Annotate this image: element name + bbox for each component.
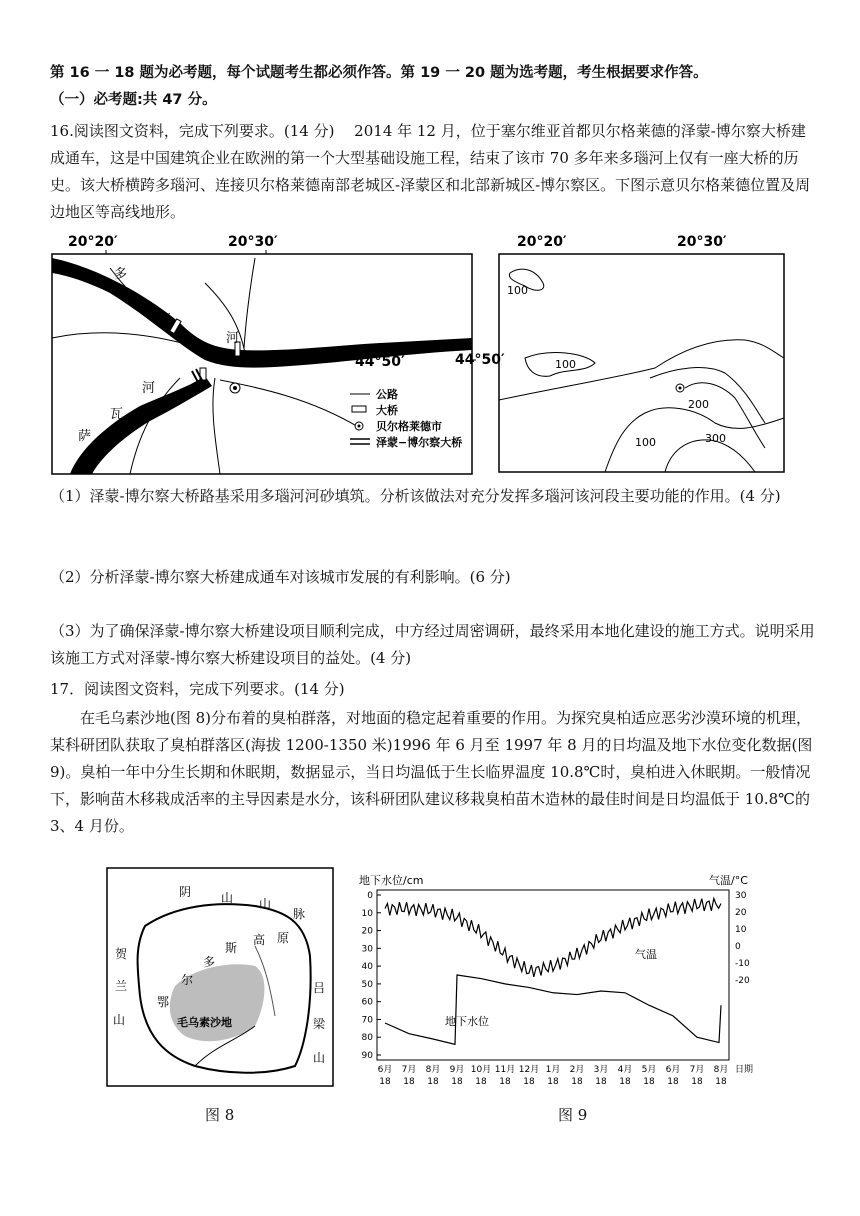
q16-intro: 16.阅读图文资料，完成下列要求。(14 分) 2014 年 12 月，位于塞尔维亚首都贝尔格莱德的泽蒙-博尔察大桥建成通车，这是中国建筑企业在欧洲的第一个大型基础设施工程，结束了该市 70 多年来多瑙河上仅有一座大桥的历史。该大桥横跨多瑙河、连接贝尔格莱德南部老城区-泽蒙区和北部新城区-博尔察区。下图示意贝尔格莱德位置及周边地区等高线地形。 bbox=[50, 122, 811, 221]
contour-label-3: 200 bbox=[688, 398, 709, 411]
fig8-label-sandy: 毛乌素沙地 bbox=[177, 1016, 232, 1029]
x-tick-day: 18 bbox=[715, 1077, 727, 1087]
series-line-temperature bbox=[385, 899, 721, 977]
x-tick-day: 18 bbox=[619, 1077, 631, 1087]
legend-road: 公路 bbox=[376, 388, 398, 401]
fig8-label-he: 贺 bbox=[115, 947, 128, 961]
x-tick-day: 18 bbox=[403, 1077, 415, 1087]
fig8-label-yuan: 原 bbox=[277, 931, 290, 945]
river-char-5: 瓦 bbox=[110, 407, 124, 422]
y-left-tick-label: 90 bbox=[361, 1051, 373, 1061]
map2-lon1: 20°20′ bbox=[517, 234, 567, 250]
river-char-4: 萨 bbox=[78, 429, 92, 444]
sava-river bbox=[70, 376, 212, 474]
contour-label-4: 100 bbox=[635, 436, 656, 449]
q16-sub3: （3）为了确保泽蒙-博尔察大桥建设项目顺利完成，中方经过周密调研，最终采用本地化建设的施工方式。说明采用该施工方式对泽蒙-博尔察大桥建设项目的益处。(4 分) bbox=[50, 622, 815, 667]
x-tick-month: 6月 bbox=[377, 1065, 393, 1075]
fig8-label-e: 鄂 bbox=[157, 995, 170, 1009]
x-tick-day: 18 bbox=[523, 1077, 535, 1087]
x-tick-month: 8月 bbox=[713, 1065, 729, 1075]
q17-body: 在毛乌素沙地(图 8)分布着的臭柏群落，对地面的稳定起着重要的作用。为探究臭柏适应恶劣沙漠环境的机理，某科研团队获取了臭柏群落区(海拔 1200-1350 米)1996 年 6 月至 1997 年 8 月的日均温及地下水位变化数据(图 9)。臭柏一年中分生长期和休眠期，数据显示，当日均温低于生长临界温度 10.8℃时，臭柏进入休眠期。一般情况下，影响苗木移栽成活率的主导因素是水分，该科研团队建议移栽臭柏苗木造林的最佳时间是日均温低于 10.8℃的 3、4 月份。 bbox=[50, 709, 813, 835]
x-tick-month: 2月 bbox=[569, 1065, 585, 1075]
y-left-tick-label: 40 bbox=[361, 962, 373, 973]
map1-lon1: 20°20′ bbox=[68, 234, 118, 250]
river-char-3: 河 bbox=[226, 331, 240, 346]
x-tick-month: 7月 bbox=[689, 1065, 705, 1075]
series-line-groundwater bbox=[385, 975, 721, 1044]
fig9-caption: 图 9 bbox=[558, 1106, 588, 1124]
x-tick-day: 18 bbox=[499, 1077, 511, 1087]
fig8-label-liang: 梁 bbox=[313, 1017, 326, 1031]
x-tick-day: 18 bbox=[571, 1077, 583, 1087]
fig8-label-lan: 兰 bbox=[115, 979, 128, 993]
x-tick-month: 6月 bbox=[665, 1065, 681, 1075]
fig9-chart bbox=[345, 870, 765, 1090]
y-left-tick-label: 30 bbox=[361, 944, 373, 955]
y-right-tick-label: 10 bbox=[735, 925, 747, 935]
contour-label-5: 300 bbox=[705, 432, 726, 445]
series-label-temperature: 气温 bbox=[635, 948, 657, 961]
fig8-label-shan4: 山 bbox=[313, 1051, 326, 1065]
y-left-tick-label: 70 bbox=[361, 1015, 373, 1026]
fig8-caption: 图 8 bbox=[205, 1106, 235, 1124]
y-left-tick-label: 80 bbox=[361, 1033, 373, 1044]
fig9-ylabel-right: 气温/°C bbox=[709, 874, 748, 887]
fig8-label-yin: 阴 bbox=[179, 885, 192, 899]
x-tick-month: 11月 bbox=[494, 1065, 516, 1075]
contour-label-2: 100 bbox=[555, 358, 576, 371]
map1-lon2: 20°30′ bbox=[228, 234, 278, 250]
map-belgrade-roads bbox=[40, 228, 480, 478]
map2-lat: 44°50′ bbox=[455, 352, 505, 368]
map1-lat: 44°50′ bbox=[355, 354, 405, 370]
q16-sub2: （2）分析泽蒙-博尔察大桥建成通车对该城市发展的有利影响。(6 分) bbox=[50, 568, 511, 586]
x-tick-day: 18 bbox=[595, 1077, 607, 1087]
legend-bridge: 大桥 bbox=[376, 404, 398, 417]
y-left-tick-label: 50 bbox=[361, 979, 373, 990]
x-tick-day: 18 bbox=[643, 1077, 655, 1087]
river-char-1: 多 bbox=[114, 267, 128, 282]
fig8-label-duo: 多 bbox=[203, 955, 216, 969]
y-right-tick-label: -20 bbox=[735, 976, 750, 986]
river-char-6: 河 bbox=[142, 381, 156, 396]
y-right-tick-label: 30 bbox=[735, 891, 747, 901]
x-tick-day: 18 bbox=[547, 1077, 559, 1087]
x-tick-month: 4月 bbox=[617, 1065, 633, 1075]
x-tick-month: 8月 bbox=[425, 1065, 441, 1075]
y-left-tick-label: 0 bbox=[367, 891, 373, 901]
x-tick-month: 12月 bbox=[518, 1065, 540, 1075]
x-tick-day: 18 bbox=[691, 1077, 703, 1087]
q16-sub1: （1）泽蒙-博尔察大桥路基采用多瑙河河砂填筑。分析该做法对充分发挥多瑙河该河段主要功能的作用。(4 分) bbox=[50, 487, 781, 505]
legend-city: 贝尔格莱德市 bbox=[376, 420, 442, 433]
fig8-label-er: 尔 bbox=[181, 973, 194, 987]
fig8-map bbox=[105, 866, 335, 1088]
x-tick-day: 18 bbox=[427, 1077, 439, 1087]
fig8-label-shan1: 山 bbox=[221, 891, 234, 905]
map-belgrade-contours bbox=[455, 228, 795, 478]
y-left-tick-label: 10 bbox=[361, 908, 373, 919]
fig9-ylabel-left: 地下水位/cm bbox=[359, 874, 424, 887]
y-left-tick-label: 60 bbox=[361, 997, 373, 1008]
map2-lon2: 20°30′ bbox=[677, 234, 727, 250]
x-tick-month: 3月 bbox=[593, 1065, 609, 1075]
x-tick-month: 1月 bbox=[545, 1065, 561, 1075]
x-tick-day: 18 bbox=[379, 1077, 391, 1087]
fig8-label-si: 斯 bbox=[225, 941, 238, 955]
x-tick-month: 5月 bbox=[641, 1065, 657, 1075]
fig8-label-mai: 脉 bbox=[293, 907, 306, 921]
contour-label-1: 100 bbox=[507, 284, 528, 297]
x-tick-day: 18 bbox=[475, 1077, 487, 1087]
section-header-line2: （一）必考题:共 47 分。 bbox=[50, 92, 217, 108]
map1-legend bbox=[350, 387, 462, 449]
fig8-label-gao: 高 bbox=[253, 933, 266, 947]
y-right-tick-label: 20 bbox=[735, 908, 747, 918]
fig9-xlabel: 日期 bbox=[735, 1065, 754, 1075]
x-tick-month: 7月 bbox=[401, 1065, 417, 1075]
series-label-groundwater: 地下水位 bbox=[445, 1015, 489, 1028]
y-right-tick-label: -10 bbox=[735, 959, 750, 969]
fig8-label-shan2: 山 bbox=[259, 897, 272, 911]
x-tick-day: 18 bbox=[667, 1077, 679, 1087]
x-tick-month: 10月 bbox=[470, 1065, 492, 1075]
x-tick-month: 9月 bbox=[449, 1065, 465, 1075]
legend-zemun-borca-bridge: 泽蒙−博尔察大桥 bbox=[376, 436, 463, 449]
q17-intro: 17．阅读图文资料，完成下列要求。(14 分) bbox=[50, 680, 345, 698]
x-tick-day: 18 bbox=[451, 1077, 463, 1087]
fig8-label-shan3: 山 bbox=[113, 1013, 126, 1027]
y-right-tick-label: 0 bbox=[735, 942, 741, 952]
fig8-label-lv: 吕 bbox=[313, 981, 326, 995]
y-left-tick-label: 20 bbox=[361, 926, 373, 937]
river-char-2: 瑙 bbox=[158, 313, 172, 328]
section-header-line1: 第 16 一 18 题为必考题，每个试题考生都必须作答。第 19 一 20 题为选考题，考生根据要求作答。 bbox=[50, 65, 708, 81]
